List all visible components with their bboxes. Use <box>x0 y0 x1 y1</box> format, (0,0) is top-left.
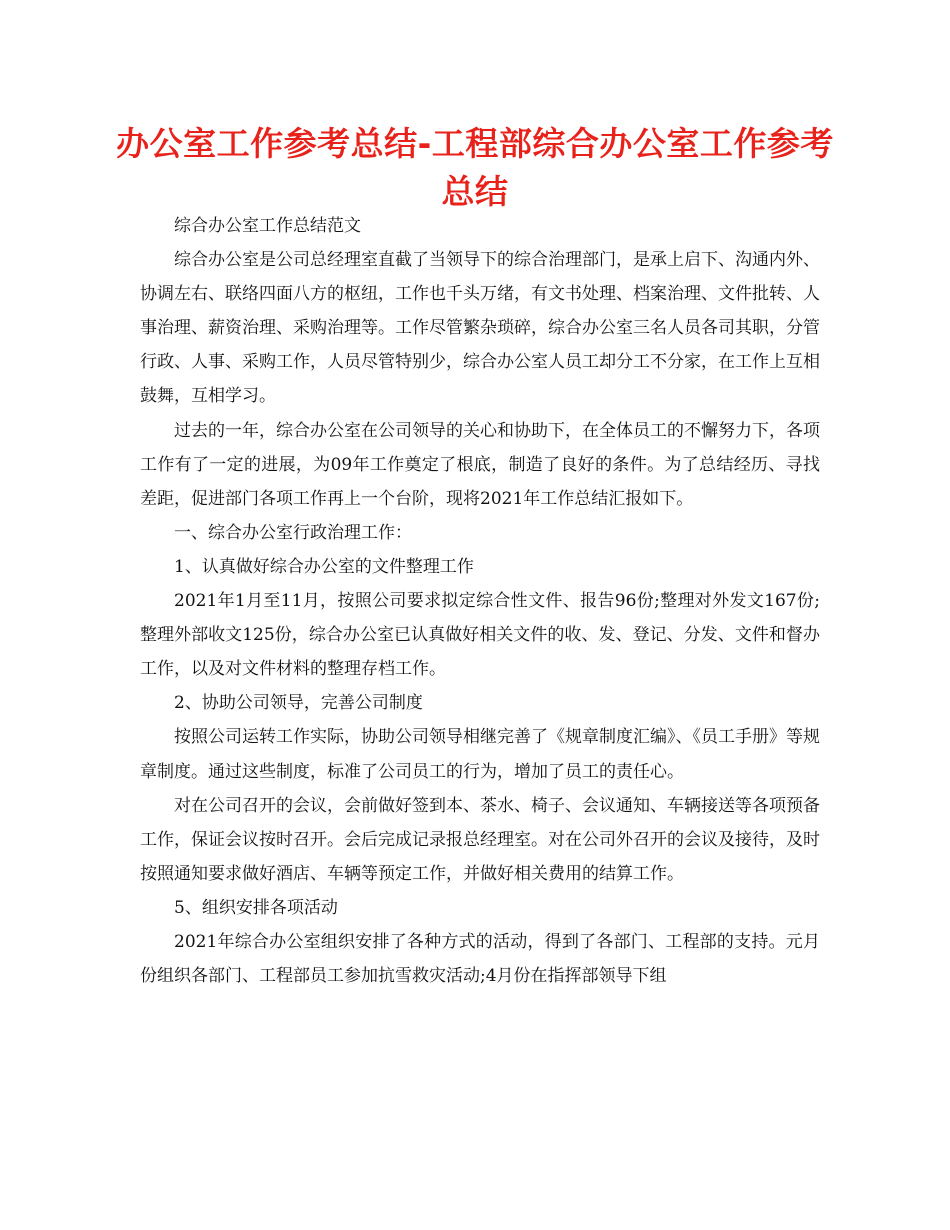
paragraph: 按照公司运转工作实际，协助公司领导相继完善了《规章制度汇编》、《员工手册》等规章制度。通过这些制度，标准了公司员工的行为，增加了员工的责任心。 <box>140 727 820 782</box>
subsection-heading: 2、协助公司领导，完善公司制度 <box>174 693 423 714</box>
subsection-heading: 1、认真做好综合办公室的文件整理工作 <box>174 556 474 577</box>
subsection-heading: 5、组织安排各项活动 <box>174 897 338 918</box>
paragraph: 过去的一年，综合办公室在公司领导的关心和协助下，在全体员工的不懈努力下，各项工作有了一定的进展，为09年工作奠定了根底，制造了良好的条件。为了总结经历、寻找差距，促进部门各项工作再上一个台阶，现将2021年工作总结汇报如下。 <box>140 420 820 509</box>
section-heading: 一、综合办公室行政治理工作： <box>174 522 412 543</box>
paragraph: 2021年综合办公室组织安排了各种方式的活动，得到了各部门、工程部的支持。元月份组织各部门、工程部员工参加抗雪救灾活动;4月份在指挥部领导下组 <box>140 931 820 987</box>
document-body <box>140 209 820 993</box>
paragraph-subtitle: 综合办公室工作总结范文 <box>174 216 361 236</box>
paragraph: 对在公司召开的会议，会前做好签到本、茶水、椅子、会议通知、车辆接送等各项预备工作，保证会议按时召开。会后完成记录报总经理室。对在公司外召开的会议及接待，及时按照通知要求做好酒店、车辆等预定工作，并做好相关费用的结算工作。 <box>140 795 820 884</box>
paragraph: 综合办公室是公司总经理室直截了当领导下的综合治理部门，是承上启下、沟通内外、协调左右、联络四面八方的枢纽，工作也千头万绪，有文书处理、档案治理、文件批转、人事治理、薪资治理、采购治理等。工作尽管繁杂琐碎，综合办公室三名人员各司其职，分管行政、人事、采购工作，人员尽管特别少，综合办公室人员工却分工不分家，在工作上互相鼓舞，互相学习。 <box>140 250 820 407</box>
paragraph: 2021年1月至11月，按照公司要求拟定综合性文件、报告96份;整理对外发文167份;整理外部收文125份，综合办公室已认真做好相关文件的收、发、登记、分发、文件和督办工作，以及对文件材料的整理存档工作。 <box>140 591 820 680</box>
document-title: 办公室工作参考总结-工程部综合办公室工作参考总结 <box>116 124 834 211</box>
